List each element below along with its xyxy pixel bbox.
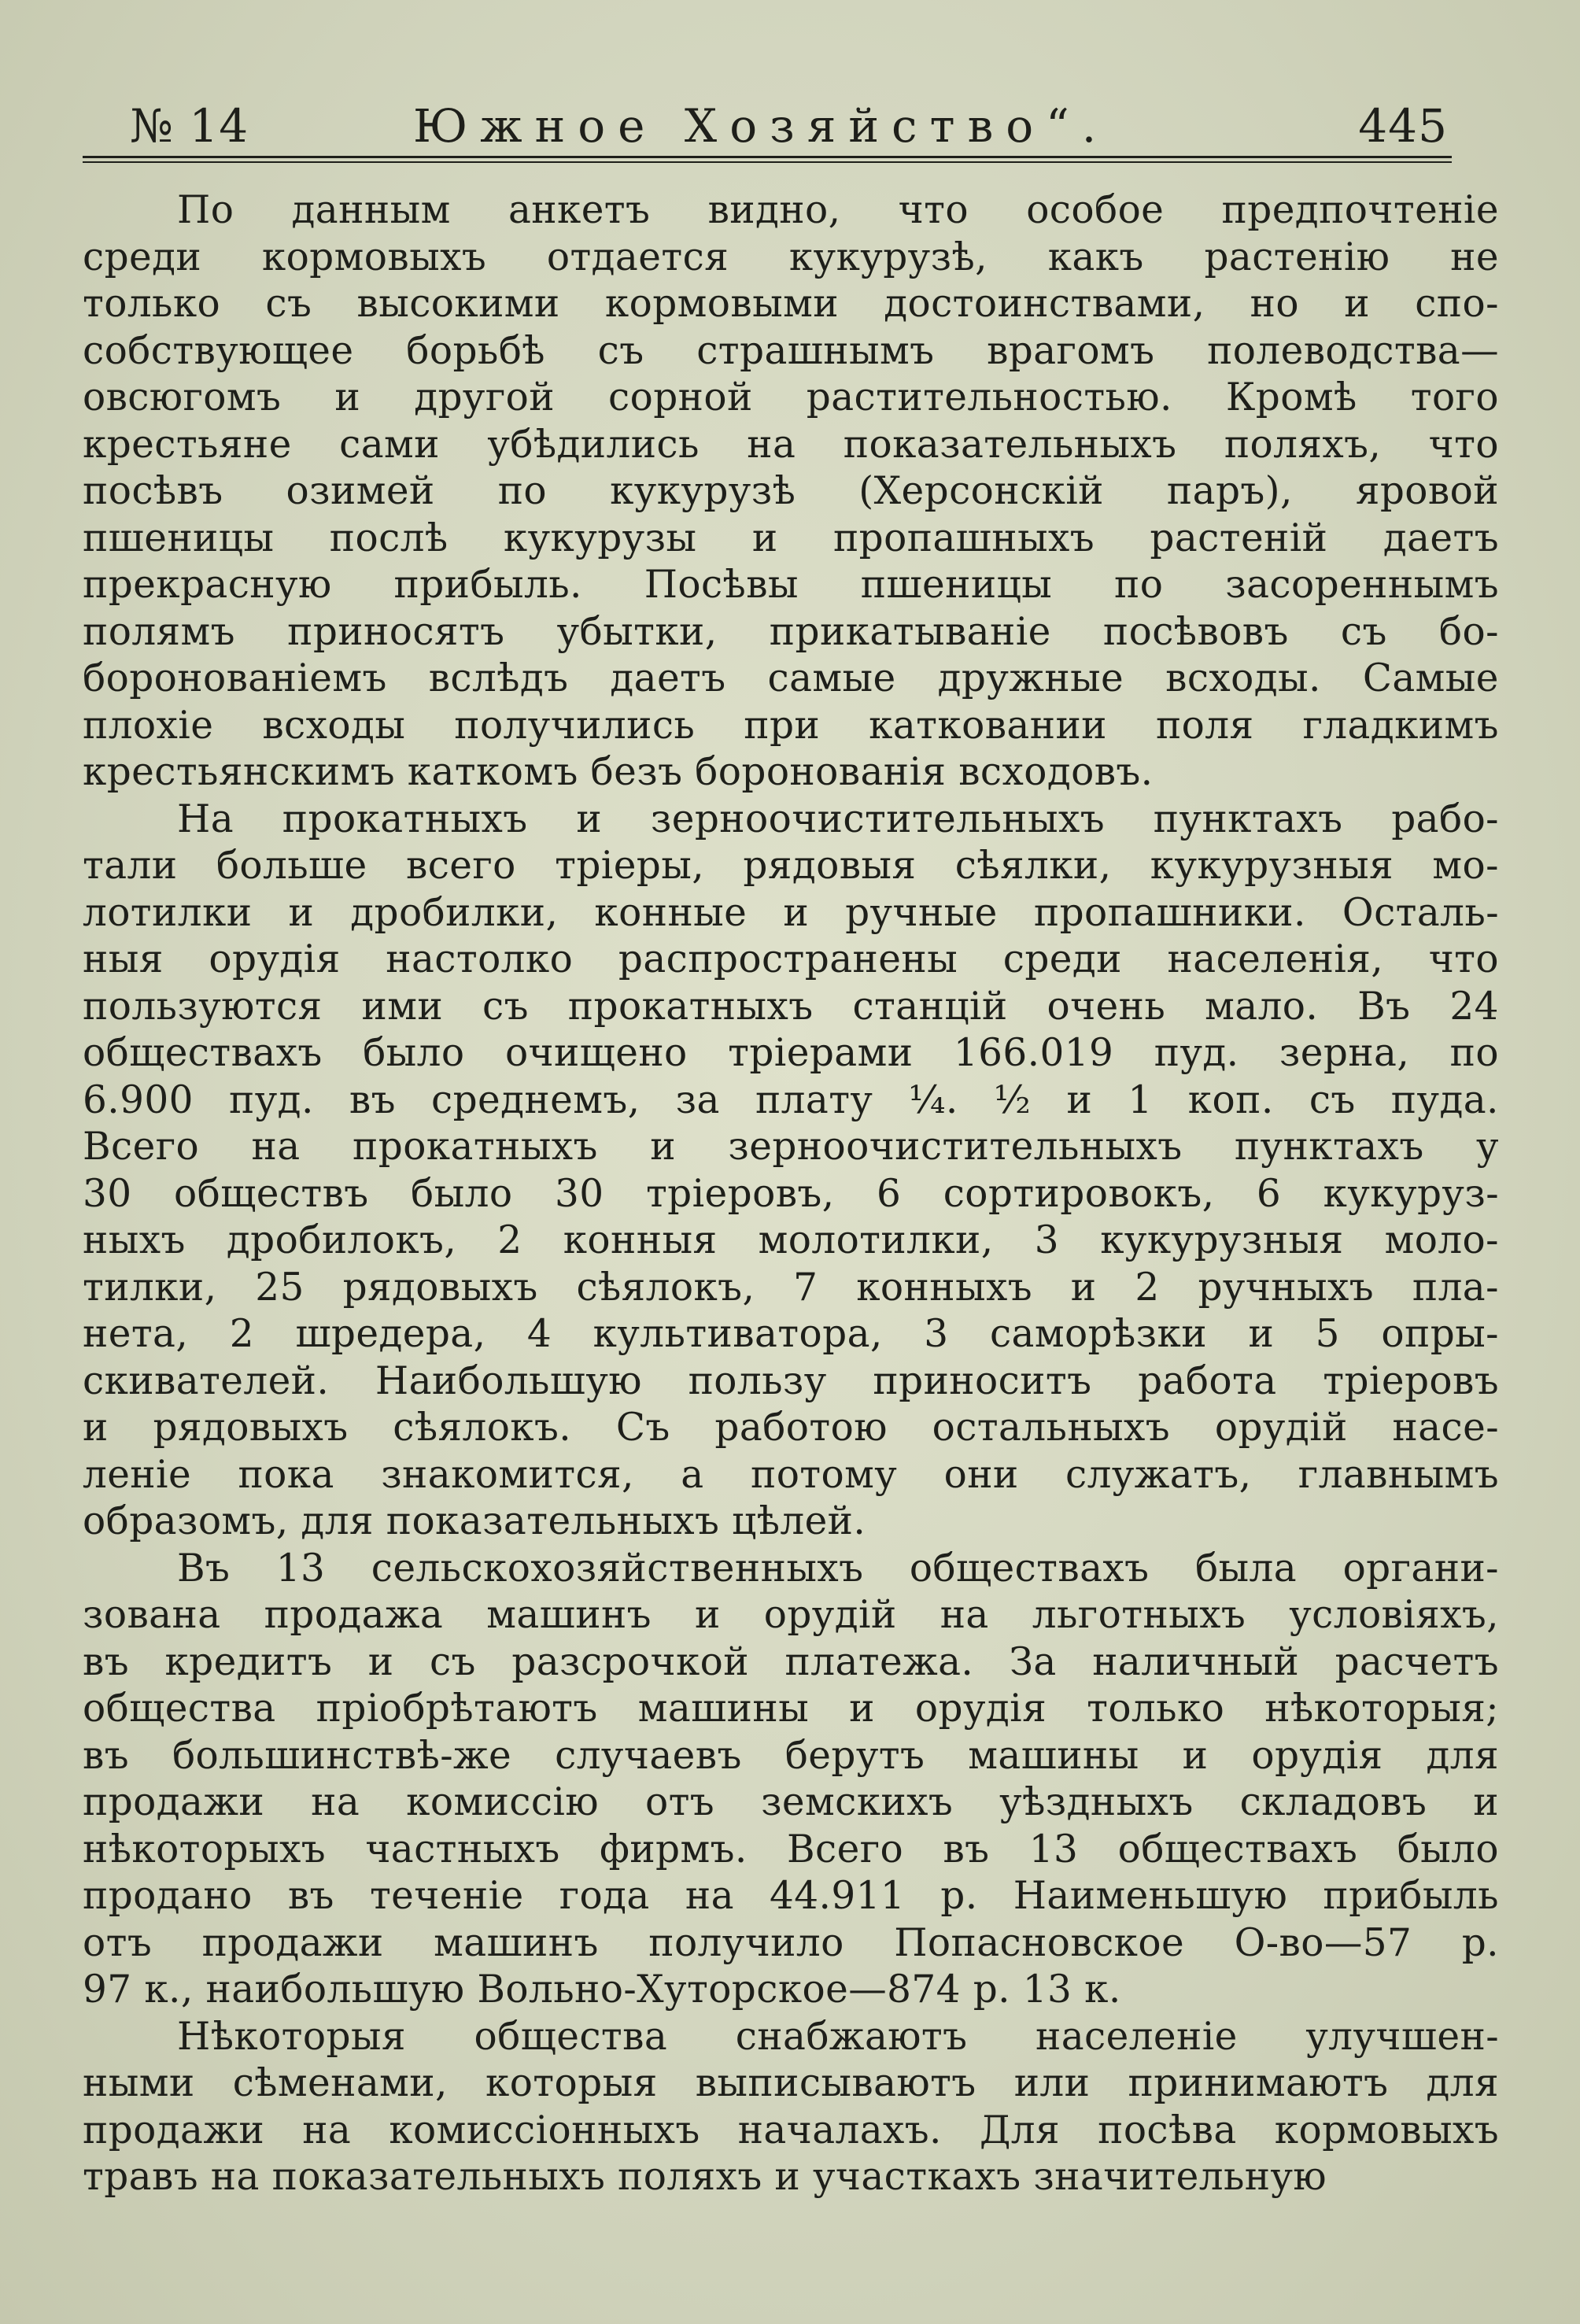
text-line: скивателей. Наибольшую пользу приноситъ работа тріеровъ — [83, 1358, 1499, 1403]
text-line: По данным анкетъ видно, что особое предпочтеніе — [177, 188, 1499, 232]
text-line: травъ на показательныхъ поляхъ и участкахъ значительную — [83, 2155, 1327, 2199]
text-line: нѣкоторыхъ частныхъ фирмъ. Всего въ 13 обществахъ было — [83, 1827, 1499, 1871]
text-line: овсюгомъ и другой сорной растительностью. Кромѣ того — [83, 375, 1499, 419]
text-line: ными сѣменами, которыя выписываютъ или принимаютъ для — [83, 2061, 1499, 2105]
text-line: среди кормовыхъ отдается кукурузѣ, какъ растенію не — [83, 235, 1499, 279]
text-line: обществахъ было очищено тріерами 166.019 пуд. зерна, по — [83, 1031, 1499, 1075]
text-line: продажи на комиссію отъ земскихъ уѣздныхъ складовъ и — [83, 1780, 1499, 1824]
text-line: въ кредитъ и съ разсрочкой платежа. За наличный расчетъ — [83, 1639, 1499, 1684]
paragraph — [83, 1546, 1499, 2014]
text-line: зована продажа машинъ и орудій на льготныхъ условіяхъ, — [83, 1593, 1499, 1637]
text-line: полямъ приносятъ убытки, прикатываніе посѣвовъ съ бо- — [83, 609, 1499, 654]
header-rule-thin — [83, 161, 1452, 163]
issue-number: № 14 — [130, 99, 249, 153]
text-line: продано въ теченіе года на 44.911 р. Наименьшую прибыль — [83, 1874, 1499, 1918]
article-body — [83, 187, 1499, 2201]
text-line: На прокатныхъ и зерноочистительныхъ пунктахъ рабо- — [177, 796, 1499, 841]
text-line: 30 обществъ было 30 тріеровъ, 6 сортировокъ, 6 кукуруз- — [83, 1171, 1499, 1216]
text-line: боронованіемъ вслѣдъ даетъ самые дружные всходы. Самые — [83, 656, 1499, 700]
text-line: собствующее борьбѣ съ страшнымъ врагомъ полеводства— — [83, 328, 1499, 373]
text-line: отъ продажи машинъ получило Попасновское О-во—57 р. — [83, 1920, 1499, 1965]
text-line: пользуются ими съ прокатныхъ станцій очень мало. Въ 24 — [83, 984, 1499, 1029]
text-line: тилки, 25 рядовыхъ сѣялокъ, 7 конныхъ и 2 ручныхъ пла- — [83, 1265, 1499, 1310]
header-rule — [83, 156, 1452, 158]
running-header — [83, 91, 1448, 161]
text-line: лотилки и дробилки, конные и ручные пропашники. Осталь- — [83, 890, 1499, 935]
text-line: тали больше всего тріеры, рядовыя сѣялки, кукурузныя мо- — [83, 844, 1499, 888]
text-line: леніе пока знакомится, а потому они служатъ, главнымъ — [83, 1452, 1499, 1497]
paragraph — [83, 187, 1499, 796]
text-line: пшеницы послѣ кукурузы и пропашныхъ растеній даетъ — [83, 515, 1499, 560]
text-line: крестьяне сами убѣдились на показательныхъ поляхъ, что — [83, 422, 1499, 467]
text-line: только съ высокими кормовыми достоинствами, но и спо- — [83, 282, 1499, 326]
text-line: посѣвъ озимей по кукурузѣ (Херсонскій паръ), яровой — [83, 469, 1499, 513]
text-line: 6.900 пуд. въ среднемъ, за плату ¼. ½ и 1 коп. съ пуда. — [83, 1077, 1499, 1122]
text-line: Всего на прокатныхъ и зерноочистительныхъ пунктахъ у — [83, 1125, 1499, 1169]
text-line: ныя орудія настолко распространены среди населенія, что — [83, 937, 1499, 981]
text-line: и рядовыхъ сѣялокъ. Съ работою остальныхъ орудій насе- — [83, 1406, 1499, 1450]
text-line: Въ 13 сельскохозяйственныхъ обществахъ была органи- — [177, 1546, 1499, 1591]
page-number: 445 — [1358, 99, 1448, 153]
text-line: крестьянскимъ каткомъ безъ боронованія всходовъ. — [83, 750, 1154, 794]
text-line: нета, 2 шредера, 4 культиватора, 3 саморѣзки и 5 опры- — [83, 1312, 1499, 1356]
text-line: продажи на комиссіонныхъ началахъ. Для посѣва кормовыхъ — [83, 2108, 1499, 2152]
text-line: общества пріобрѣтаютъ машины и орудія только нѣкоторыя; — [83, 1687, 1499, 1731]
journal-title: Южное Хозяйство“. — [413, 99, 1109, 153]
paragraph — [83, 796, 1499, 1546]
text-line: въ большинствѣ-же случаевъ берутъ машины и орудія для — [83, 1733, 1499, 1778]
text-line: 97 к., наибольшую Вольно-Хуторское—874 р. 13 к. — [83, 1967, 1121, 2012]
text-line: образомъ, для показательныхъ цѣлей. — [83, 1499, 866, 1543]
text-line: ныхъ дробилокъ, 2 конныя молотилки, 3 кукурузныя моло- — [83, 1218, 1499, 1262]
text-line: плохіе всходы получились при катковании поля гладкимъ — [83, 703, 1499, 748]
text-line: прекрасную прибыль. Посѣвы пшеницы по засореннымъ — [83, 563, 1499, 607]
text-line: Нѣкоторыя общества снабжаютъ населеніе улучшен- — [177, 2014, 1499, 2059]
paragraph — [83, 2014, 1499, 2201]
